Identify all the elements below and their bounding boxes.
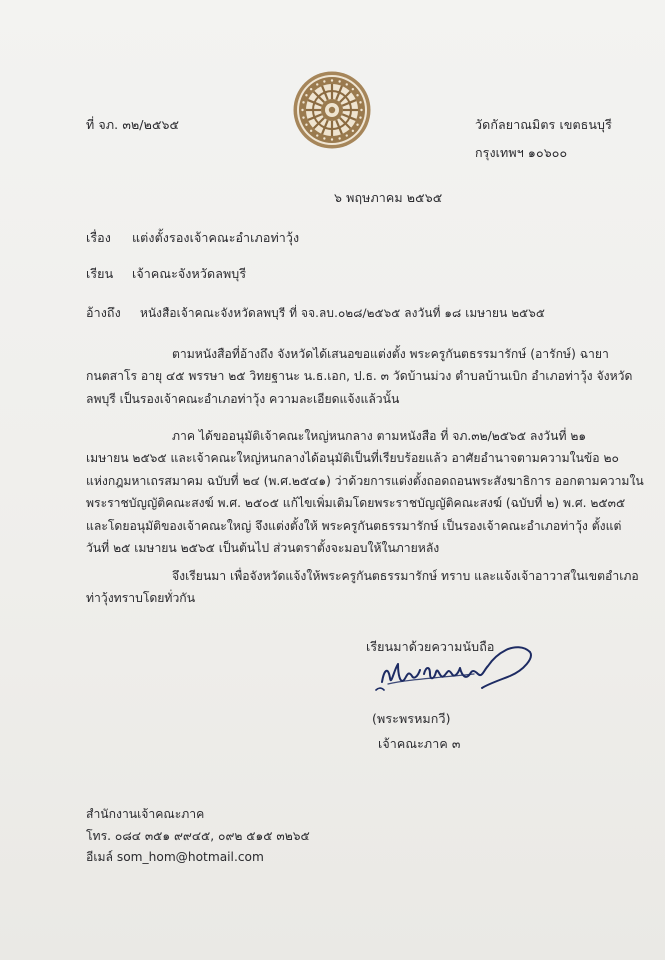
footer-contact — [86, 804, 310, 869]
closing-salutation: เรียนมาด้วยความนับถือ — [366, 639, 495, 654]
footer-email: อีเมล์ som_hom@hotmail.com — [86, 850, 264, 864]
paragraph-line: กนตสาโร อายุ ๔๕ พรรษา ๒๕ วิทยฐานะ น.ธ.เอก, ป.ธ. ๓ วัดบ้านม่วง ตำบลบ้านเบิก อำเภอท่าวุ้ง จังหวัด — [86, 369, 633, 384]
paragraph-line: ท่าวุ้งทราบโดยทั่วกัน — [86, 591, 196, 606]
body-paragraph-3 — [86, 565, 639, 610]
paragraph-line: ตามหนังสือที่อ้างถึง จังหวัดได้เสนอขอแต่งตั้ง พระครูกันตธรรมารักษ์ (อารักษ์) ฉายา — [172, 347, 609, 361]
dharma-wheel-seal-icon — [292, 70, 372, 150]
recipient-label: เรียน — [86, 266, 114, 281]
paragraph-line: และโดยอนุมัติของเจ้าคณะใหญ่ จึงแต่งตั้งให้ พระครูกันตธรรมารักษ์ เป็นรองเจ้าคณะอำเภอท่าวุ้ง ตั้งแต่ — [86, 518, 622, 533]
recipient-text: เจ้าคณะจังหวัดลพบุรี — [132, 266, 247, 281]
sender-name: วัดกัลยาณมิตร เขตธนบุรี — [475, 117, 612, 132]
body-paragraph-2 — [86, 425, 644, 559]
body-paragraph-1 — [86, 343, 631, 410]
reference-label: อ้างถึง — [86, 305, 121, 320]
paragraph-line: แห่งกฎมหาเถรสมาคม ฉบับที่ ๒๔ (พ.ศ.๒๕๔๑) ว่าด้วยการแต่งตั้งถอดถอนพระสังฆาธิการ ออกตามความใน — [86, 473, 644, 488]
handwritten-signature — [374, 640, 544, 700]
footer-phone: โทร. ๐๘๔ ๓๕๑ ๙๙๔๕, ๐๙๒ ๕๑๕ ๓๒๖๕ — [86, 828, 310, 843]
sender-city: กรุงเทพฯ ๑๐๖๐๐ — [475, 145, 568, 160]
reference-text: หนังสือเจ้าคณะจังหวัดลพบุรี ที่ จจ.ลบ.๐๒๘/๒๕๖๕ ลงวันที่ ๑๘ เมษายน ๒๕๖๕ — [140, 306, 545, 320]
subject-label: เรื่อง — [86, 230, 111, 245]
paragraph-line: ภาค ได้ขออนุมัติเจ้าคณะใหญ่หนกลาง ตามหนังสือ ที่ จภ.๓๒/๒๕๖๕ ลงวันที่ ๒๑ — [172, 429, 587, 443]
signatory-title: เจ้าคณะภาค ๓ — [378, 736, 461, 751]
paragraph-line: จึงเรียนมา เพื่อจังหวัดแจ้งให้พระครูกันตธรรมารักษ์ ทราบ และแจ้งเจ้าอาวาสในเขตอำเภอ — [172, 569, 639, 583]
paragraph-line: วันที่ ๒๕ เมษายน ๒๕๖๕ เป็นต้นไป ส่วนตราตั้งจะมอบให้ในภายหลัง — [86, 541, 440, 556]
letter-date: ๖ พฤษภาคม ๒๕๖๕ — [334, 190, 443, 205]
paragraph-line: พระราชบัญญัติคณะสงฆ์ พ.ศ. ๒๕๐๕ แก้ไขเพิ่มเติมโดยพระราชบัญญัติคณะสงฆ์ (ฉบับที่ ๒) พ.ศ. ๒๕๓๕ — [86, 496, 626, 511]
paragraph-line: เมษายน ๒๕๖๕ และเจ้าคณะใหญ่หนกลางได้อนุมัติเป็นที่เรียบร้อยแล้ว อาศัยอำนาจตามความในข้อ ๒๐ — [86, 451, 619, 466]
paragraph-line: ลพบุรี เป็นรองเจ้าคณะอำเภอท่าวุ้ง ความละเอียดแจ้งแล้วนั้น — [86, 391, 400, 406]
subject-text: แต่งตั้งรองเจ้าคณะอำเภอท่าวุ้ง — [132, 230, 300, 245]
reference-number: ที่ จภ. ๓๒/๒๕๖๕ — [86, 117, 180, 132]
footer-office: สำนักงานเจ้าคณะภาค — [86, 807, 205, 821]
signatory-name: (พระพรหมกวี) — [372, 711, 451, 726]
